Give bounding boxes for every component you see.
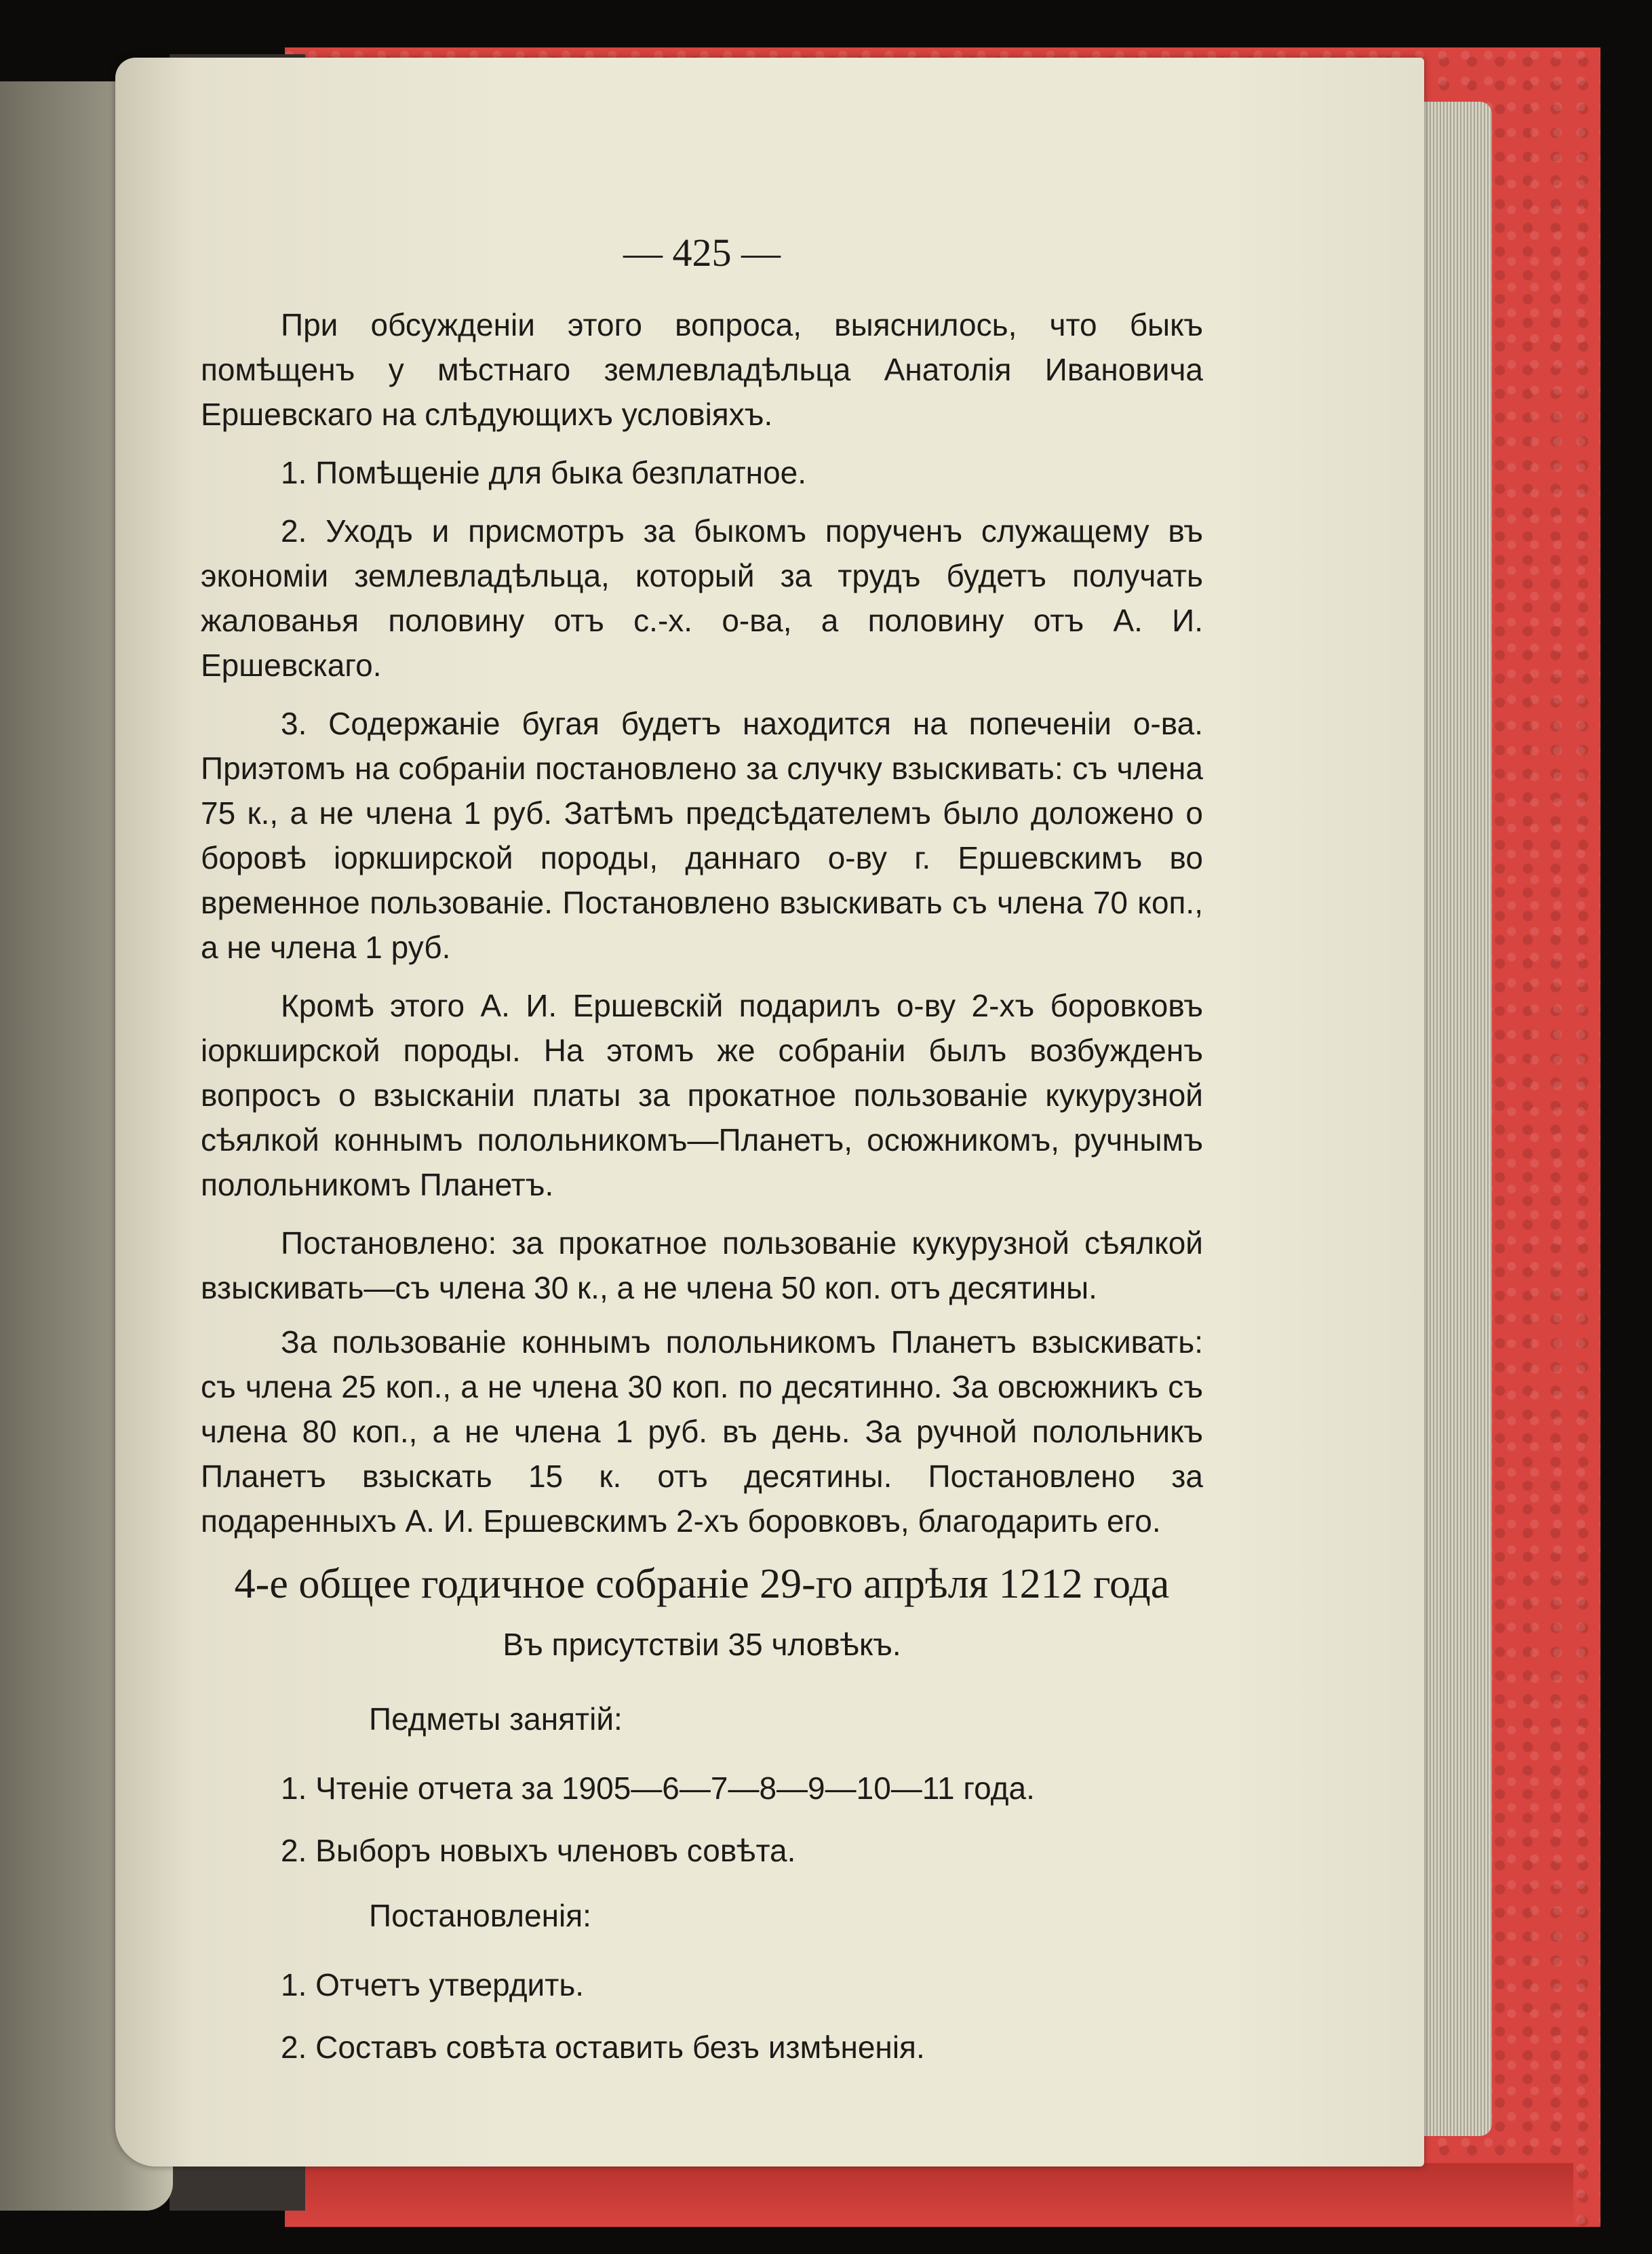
list-item: 2. Выборъ новыхъ членовъ совѣта. — [281, 1833, 796, 1868]
paragraph: При обсужденіи этого вопроса, выяснилось, что быкъ помѣщенъ у мѣстнаго землевладѣльца Анатолія Ивановича Ершевскаго на слѣдующихъ условіяхъ. — [201, 307, 1203, 432]
subjects-title: Педметы занятій: — [369, 1701, 623, 1737]
paragraph: 3. Содержаніе бугая будетъ находится на попеченіи о-ва. Приэтомъ на собраніи постановлено за случку взыскивать: съ члена 75 к., а не члена 1 руб. Затѣмъ предсѣдателемъ было доложено о боровѣ іоркширской породы, даннаго о-ву г. Ершевскимъ во временное пользованіе. Постановлено взыскивать съ члена 70 коп., а не члена 1 руб. — [201, 706, 1203, 965]
page-number: — 425 — — [623, 231, 781, 275]
list-item: 2. Составъ совѣта оставить безъ измѣненія. — [281, 2030, 925, 2065]
paragraph: 1. Помѣщеніе для быка безплатное. — [281, 455, 807, 490]
resolutions-title: Постановленія: — [369, 1898, 591, 1933]
paragraph: Постановлено: за прокатное пользованіе кукурузной сѣялкой взыскивать—съ члена 30 к., а не члена 50 коп. отъ десятины. — [201, 1225, 1203, 1305]
meeting-attendance: Въ присутствіи 35 чловѣкъ. — [503, 1627, 901, 1662]
paragraph: За пользованіе коннымъ полольникомъ Планетъ взыскивать: съ члена 25 коп., а не члена 30 коп. по десятинно. За овсюжникъ съ члена 80 коп., а не члена 1 руб. въ день. За ручной полольникъ Планетъ взыскать 15 к. отъ десятины. Постановлено за подаренныхъ А. И. Ершевскимъ 2-хъ боровковъ, благодарить его. — [201, 1324, 1203, 1539]
paragraph: 2. Уходъ и присмотръ за быкомъ порученъ служащему въ экономіи землевладѣльца, который за трудъ будетъ получать жалованья половину отъ с.-х. о-ва, а половину отъ А. И. Ершевскаго. — [201, 513, 1203, 683]
page-text — [201, 231, 1203, 2087]
book-cover-edge — [285, 2163, 1573, 2227]
meeting-heading: 4-е общее годичное собраніе 29-го апрѣля 1212 года — [234, 1561, 1170, 1607]
list-item: 1. Чтеніе отчета за 1905—6—7—8—9—10—11 года. — [281, 1771, 1035, 1806]
list-item: 1. Отчетъ утвердить. — [281, 1967, 585, 2002]
paragraph: Кромѣ этого А. И. Ершевскій подарилъ о-ву 2-хъ боровковъ іоркширской породы. На этомъ же собраніи былъ возбужденъ вопросъ о взысканіи платы за прокатное пользованіе кукурузной сѣялкой коннымъ полольникомъ—Планетъ, осюжникомъ, ручнымъ полольникомъ Планетъ. — [201, 988, 1203, 1202]
